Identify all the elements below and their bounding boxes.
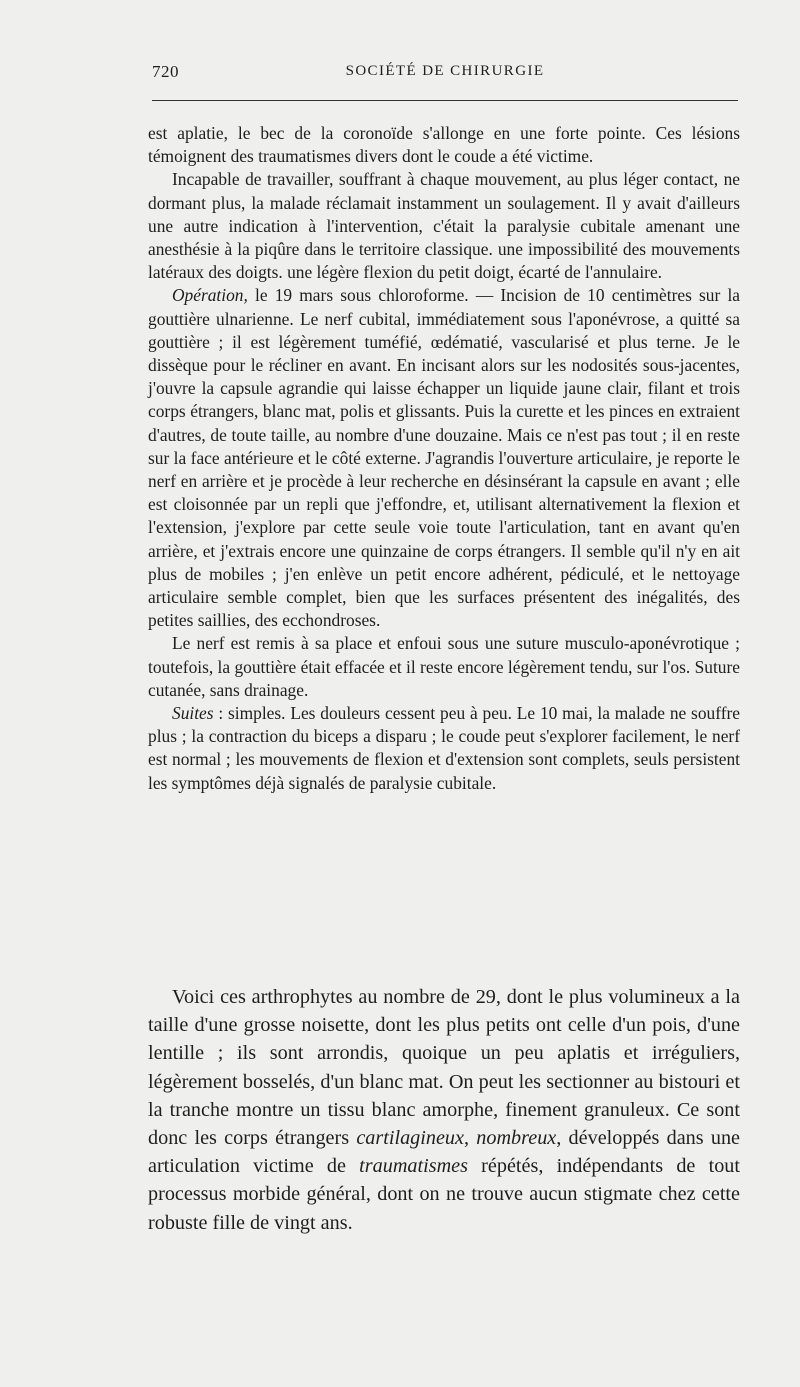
body-text — [148, 122, 740, 795]
closing-text-2: , développés dans une articulation victime de — [148, 1127, 741, 1178]
paragraph-operation — [148, 284, 740, 632]
operation-lead: Opération, — [172, 285, 248, 306]
paragraph: Incapable de travailler, souffrant à chaque mouvement, au plus léger contact, ne dormant plus, la malade réclamait instamment un soulagement. Il y avait d'ailleurs une autre indication à l'intervention, c'était la paralysie cubitale amenant une anesthésie à la piqûre dans le territoire classique. une impossibilité des mouvements latéraux des doigts. une légère flexion du petit doigt, écarté de l'annulaire. — [148, 169, 740, 283]
suites-text: : simples. Les douleurs cessent peu à peu. Le 10 mai, la malade ne souffre plus ; la contraction du biceps a disparu ; le coude peut s'explorer facilement, le nerf est normal ; les mouvements de flexion et d'extension sont complets, seuls persistent les symptômes déjà signalés de paralysie cubitale. — [148, 703, 740, 793]
header-rule — [152, 100, 738, 101]
page-number: 720 — [152, 62, 179, 81]
closing-em-traumatismes: traumatismes — [359, 1155, 468, 1178]
operation-text: le 19 mars sous chloroforme. — Incision de 10 centimètres sur la gouttière ulnarienne. Le nerf cubital, immédiatement sous l'aponévrose, a quitté sa gouttière ; il est légèrement tuméfié, œdématié, vascularisé et plus terne. Je le dissèque pour le récliner en avant. En incisant alors sur les nodosités sous-jacentes, j'ouvre la capsule agrandie qui laisse échapper un liquide jaune clair, filant et trois corps étrangers, blanc mat, polis et glissants. Puis la curette et les pinces en extraient d'autres, de toute taille, au nombre d'une douzaine. Mais ce n'est pas tout ; il en reste sur la face antérieure et le côté externe. J'agrandis l'ouverture articulaire, je reporte le nerf en arrière et je procède à leur recherche en désinsérant la capsule en avant ; elle est cloisonnée par un repli que j'effondre, et, utilisant alternativement la flexion et l'extension, j'explore par cette seule voie toute l'articulation, tant en avant qu'en arrière, et j'extrais encore une quinzaine de corps étrangers. Il semble qu'il n'y en ait plus de mobiles ; j'en enlève un petit encore adhérent, pédiculé, et le nettoyage articulaire semble complet, bien que les surfaces présentent des inégalités, des petites saillies, des ecchondroses. — [148, 285, 740, 631]
closing-em-cartilagineux: cartilagineux — [356, 1127, 464, 1150]
running-head: SOCIÉTÉ DE CHIRURGIE — [345, 63, 545, 79]
paragraph-suites — [148, 702, 740, 795]
paragraph: est aplatie, le bec de la coronoïde s'allonge en une forte pointe. Ces lésions témoignent des traumatismes divers dont le coude a été victime. — [148, 123, 740, 167]
paragraph: Le nerf est remis à sa place et enfoui sous une suture musculo-aponévrotique ; toutefois, la gouttière était effacée et il reste encore légèrement tendu, sur l'os. Suture cutanée, sans drainage. — [148, 633, 740, 700]
closing-text-1: Voici ces arthrophytes au nombre de 29, dont le plus volumineux a la taille d'une grosse noisette, dont les plus petits ont celle d'un pois, d'une lentille ; ils sont arrondis, quoique un peu aplatis et irréguliers, légèrement bosselés, d'un blanc mat. On peut les sectionner au bistouri et la tranche montre un tissu blanc amorphe, finement granuleux. Ce sont donc les corps étrangers — [148, 986, 740, 1150]
closing-text-3: répétés, indépendants de tout processus morbide général, dont on ne trouve aucun stigmate chez cette robuste fille de vingt ans. — [148, 1155, 741, 1234]
closing-paragraph — [148, 983, 740, 1237]
closing-em-nombreux: nombreux — [476, 1127, 557, 1150]
page-header — [152, 62, 738, 88]
closing-sep: , — [463, 1127, 477, 1150]
suites-lead: Suites — [172, 703, 214, 724]
